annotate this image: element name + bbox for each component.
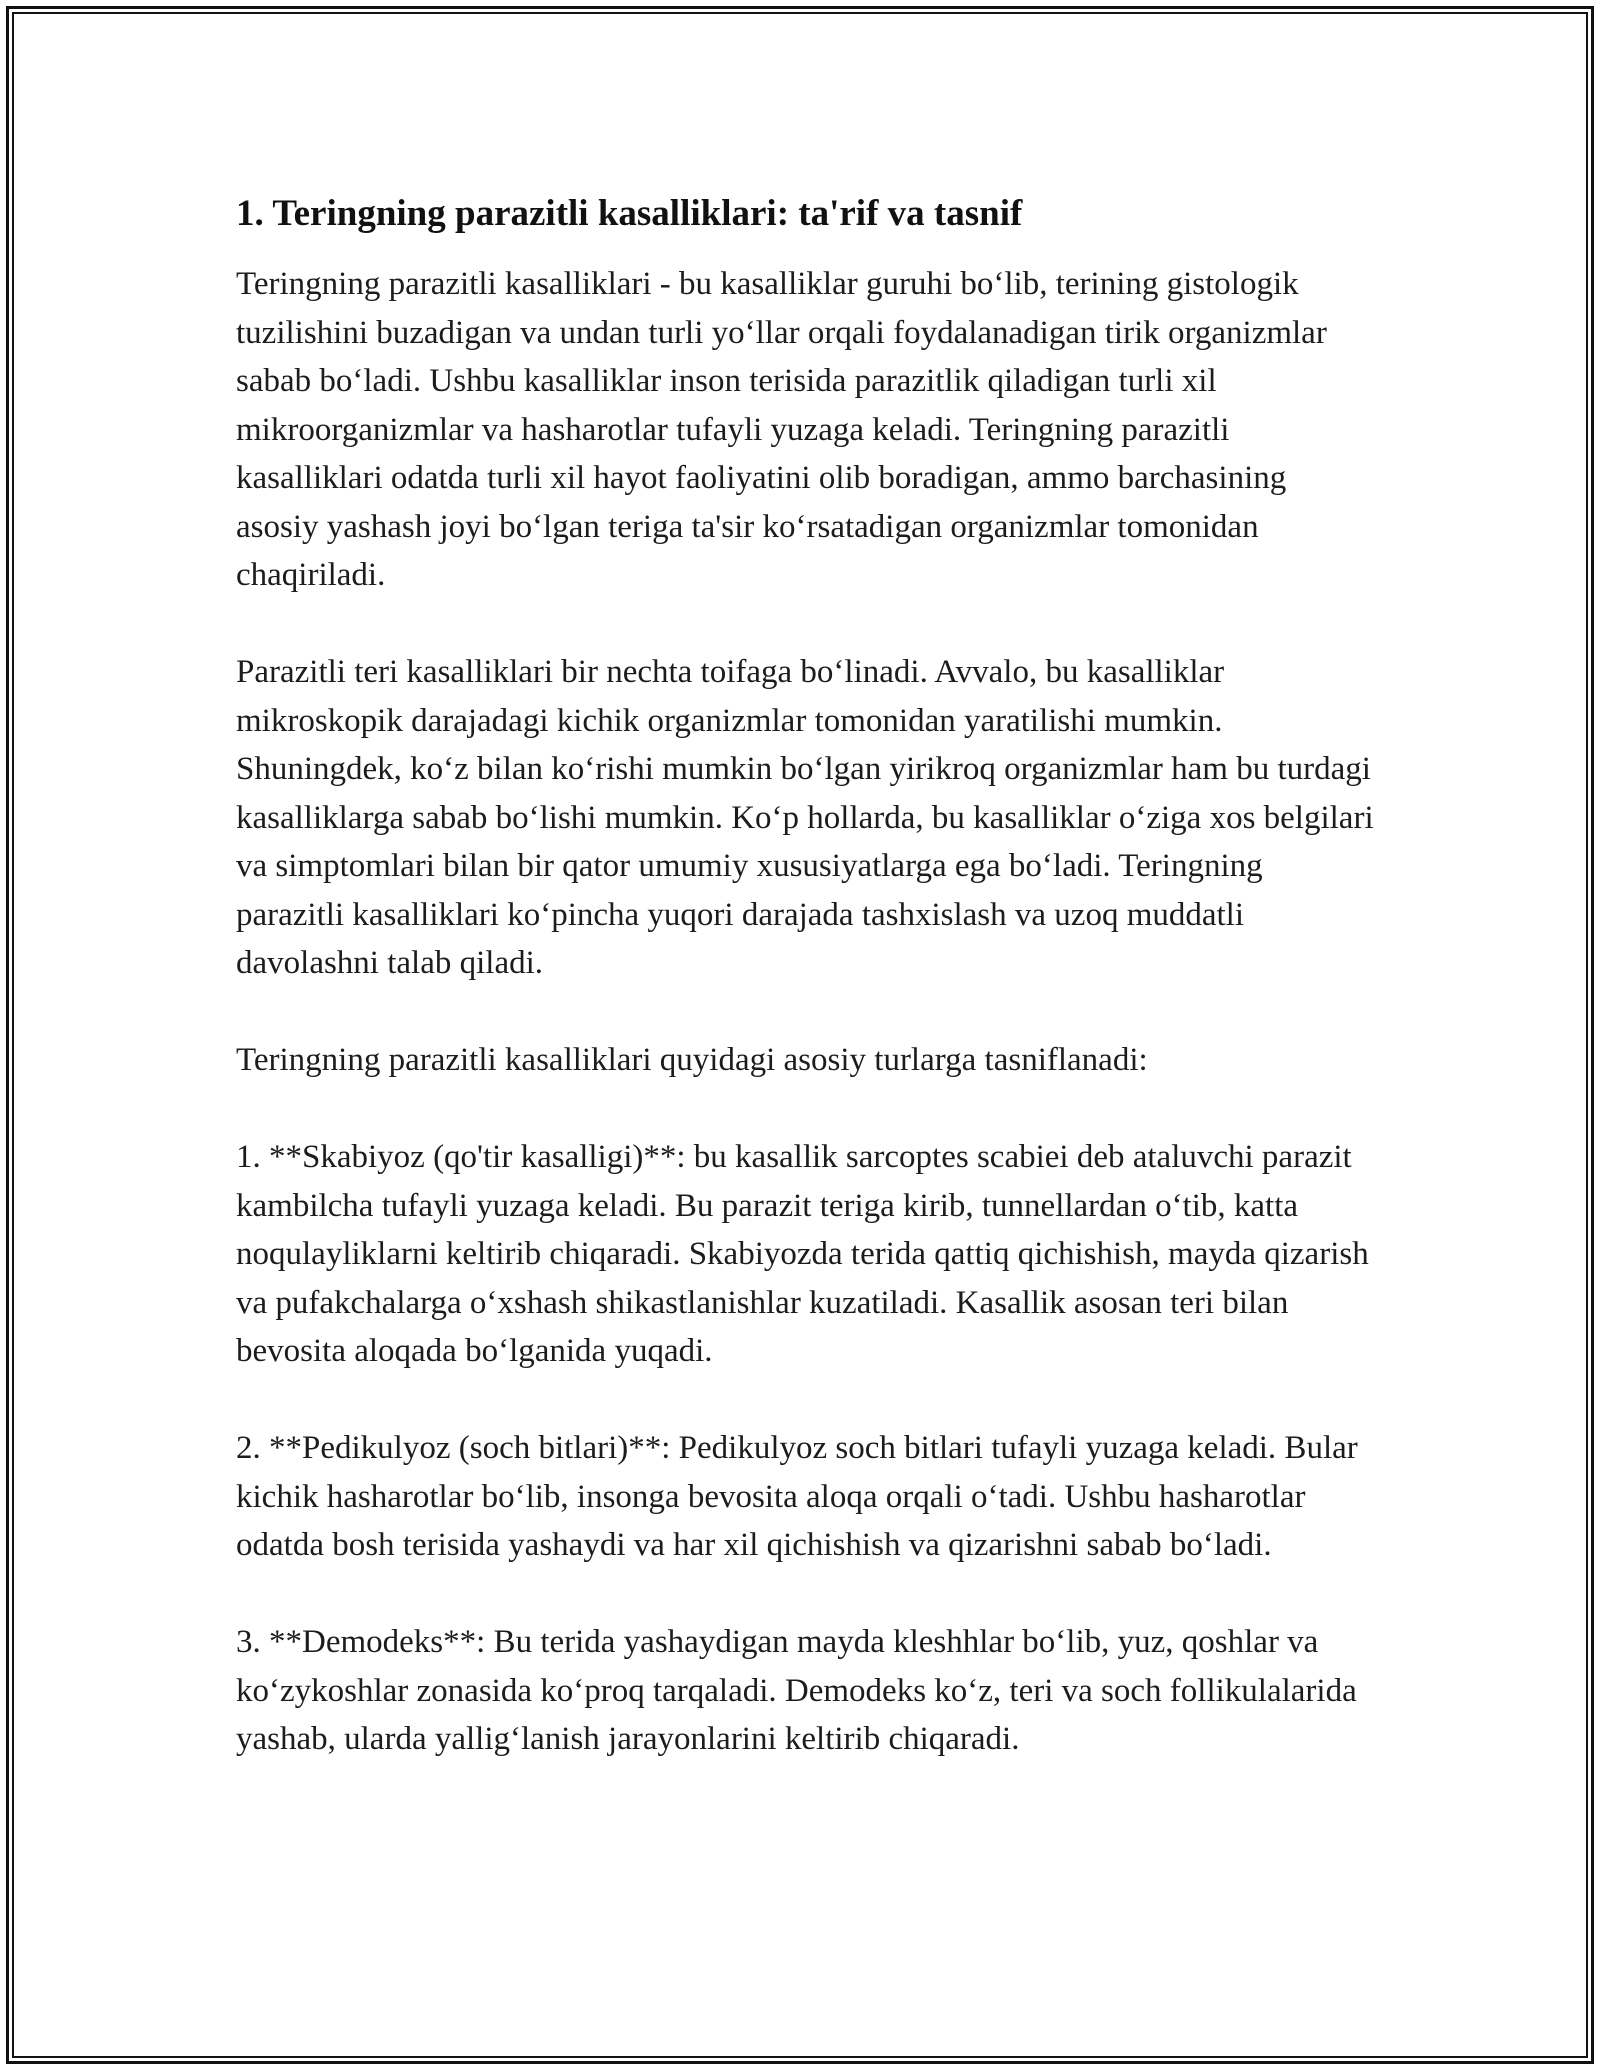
paragraph-definition: Teringning parazitli kasalliklari - bu kasalliklar guruhi boʻlib, terining gistologik tuzilishini buzadigan va undan turli yoʻllar orqali foydalanadigan tirik organizmlar sabab boʻladi. Ushbu kasalliklar inson terisida parazitlik qiladigan turli xil mikroorganizmlar va hasharotlar tufayli yuzaga keladi. Teringning parazitli kasalliklari odatda turli xil hayot faoliyatini olib boradigan, ammo barchasining asosiy yashash joyi boʻlgan teriga ta'sir koʻrsatadigan organizmlar tomonidan chaqiriladi.: [236, 266, 1327, 593]
list-item-demodex: 3. **Demodeks**: Bu terida yashaydigan mayda kleshhlar boʻlib, yuz, qoshlar va koʻzykoshlar zonasida koʻproq tarqaladi. Demodeks koʻz, teri va soch follikulalarida yashab, ularda yalligʻlanish jarayonlarini keltirib chiqaradi.: [236, 1624, 1357, 1757]
paragraph-categories: Parazitli teri kasalliklari bir nechta toifaga boʻlinadi. Avvalo, bu kasalliklar mikroskopik darajadagi kichik organizmlar tomonidan yaratilishi mumkin. Shuningdek, koʻz bilan koʻrishi mumkin boʻlgan yirikroq organizmlar ham bu turdagi kasalliklarga sabab boʻlishi mumkin. Koʻp hollarda, bu kasalliklar oʻziga xos belgilari va simptomlari bilan bir qator umumiy xususiyatlarga ega boʻladi. Teringning parazitli kasalliklari koʻpincha yuqori darajada tashxislash va uzoq muddatli davolashni talab qiladi.: [236, 654, 1374, 981]
list-item-scabies: 1. **Skabiyoz (qo'tir kasalligi)**: bu kasallik sarcoptes scabiei deb ataluvchi parazit kambilcha tufayli yuzaga keladi. Bu parazit teriga kirib, tunnellardan oʻtib, katta noqulayliklarni keltirib chiqaradi. Skabiyozda terida qattiq qichishish, mayda qizarish va pufakchalarga oʻxshash shikastlanishlar kuzatiladi. Kasallik asosan teri bilan bevosita aloqada boʻlganida yuqadi.: [236, 1139, 1369, 1369]
document-body: [236, 188, 1376, 1764]
list-item-pediculosis: 2. **Pedikulyoz (soch bitlari)**: Pedikulyoz soch bitlari tufayli yuzaga keladi. Bular kichik hasharotlar boʻlib, insonga bevosita aloqa orqali oʻtadi. Ushbu hasharotlar odatda bosh terisida yashaydi va har xil qichishish va qizarishni sabab boʻladi.: [236, 1430, 1358, 1563]
paragraph-classification-intro: Teringning parazitli kasalliklari quyidagi asosiy turlarga tasniflanadi:: [236, 1042, 1148, 1078]
section-heading: 1. Teringning parazitli kasalliklari: ta'rif va tasnif: [236, 193, 1023, 234]
